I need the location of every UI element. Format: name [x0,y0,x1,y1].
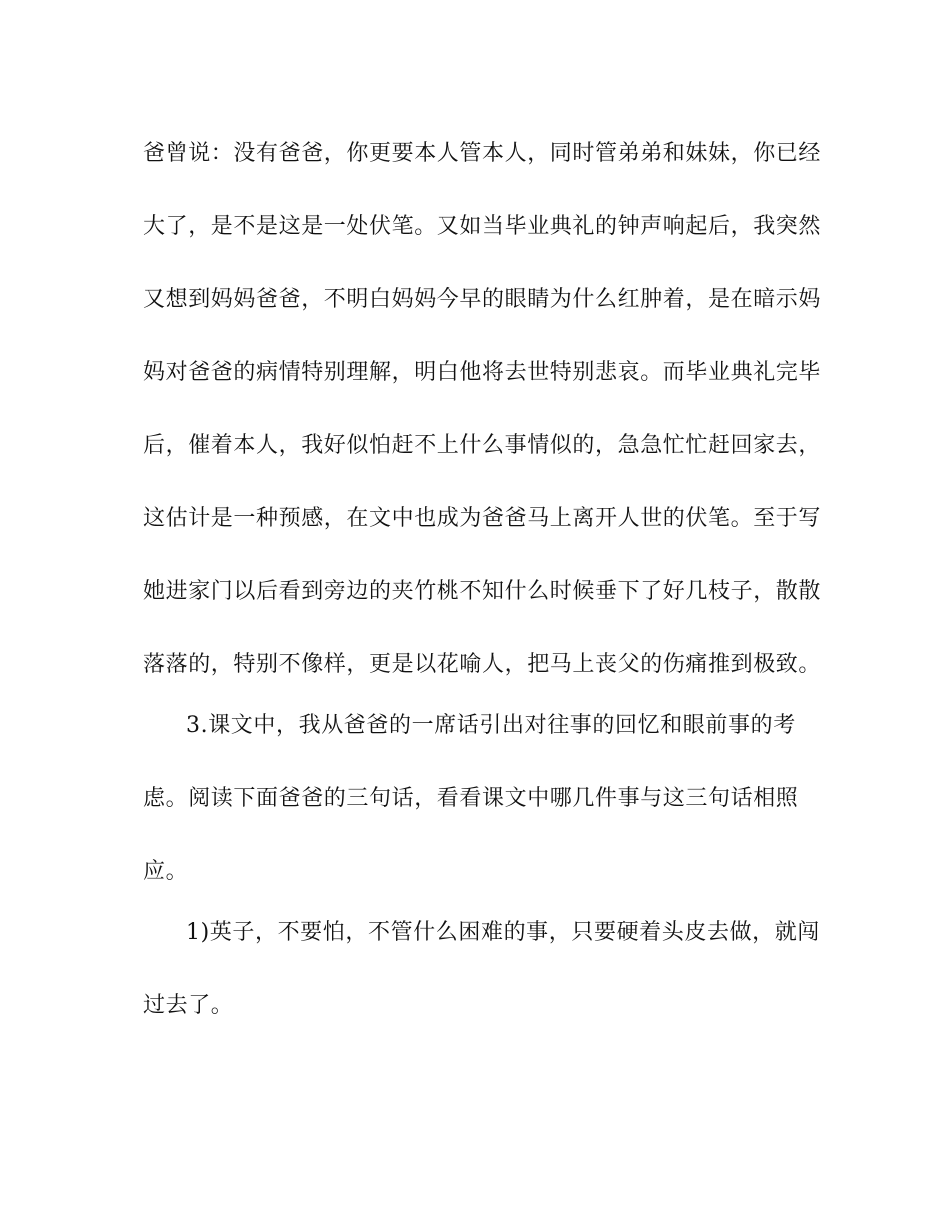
question-3-line-2: 虑。阅读下面爸爸的三句话，看看课文中哪几件事与这三句话相照 [143,786,799,811]
paragraph-line-2: 大了，是不是这是一处伏笔。又如当毕业典礼的钟声响起后，我突然 [143,214,822,239]
paragraph-line-8: 落落的，特别不像样，更是以花喻人，把马上丧父的伤痛推到极致。 [143,652,822,677]
paragraph-line-6: 这估计是一种预感，在文中也成为爸爸马上离开人世的伏笔。至于写 [143,506,822,531]
question-3-line-3: 应。 [143,859,189,884]
paragraph-line-3: 又想到妈妈爸爸，不明白妈妈今早的眼睛为什么红肿着，是在暗示妈 [143,287,822,312]
paragraph-line-5: 后，催着本人，我好似怕赶不上什么事情似的，急急忙忙赶回家去， [143,433,822,458]
paragraph-line-4: 妈对爸爸的病情特别理解，明白他将去世特别悲哀。而毕业典礼完毕 [143,360,822,385]
paragraph-line-7: 她进家门以后看到旁边的夹竹桃不知什么时候垂下了好几枝子，散散 [143,579,822,604]
quote-1-line-1: 1)英子，不要怕，不管什么困难的事，只要硬着头皮去做，就闯 [186,920,820,945]
quote-1-line-2: 过去了。 [143,993,234,1018]
paragraph-line-1: 爸曾说：没有爸爸，你更要本人管本人，同时管弟弟和妹妹，你已经 [143,141,822,166]
question-3-line-1: 3.课文中，我从爸爸的一席话引出对往事的回忆和眼前事的考 [186,713,796,738]
